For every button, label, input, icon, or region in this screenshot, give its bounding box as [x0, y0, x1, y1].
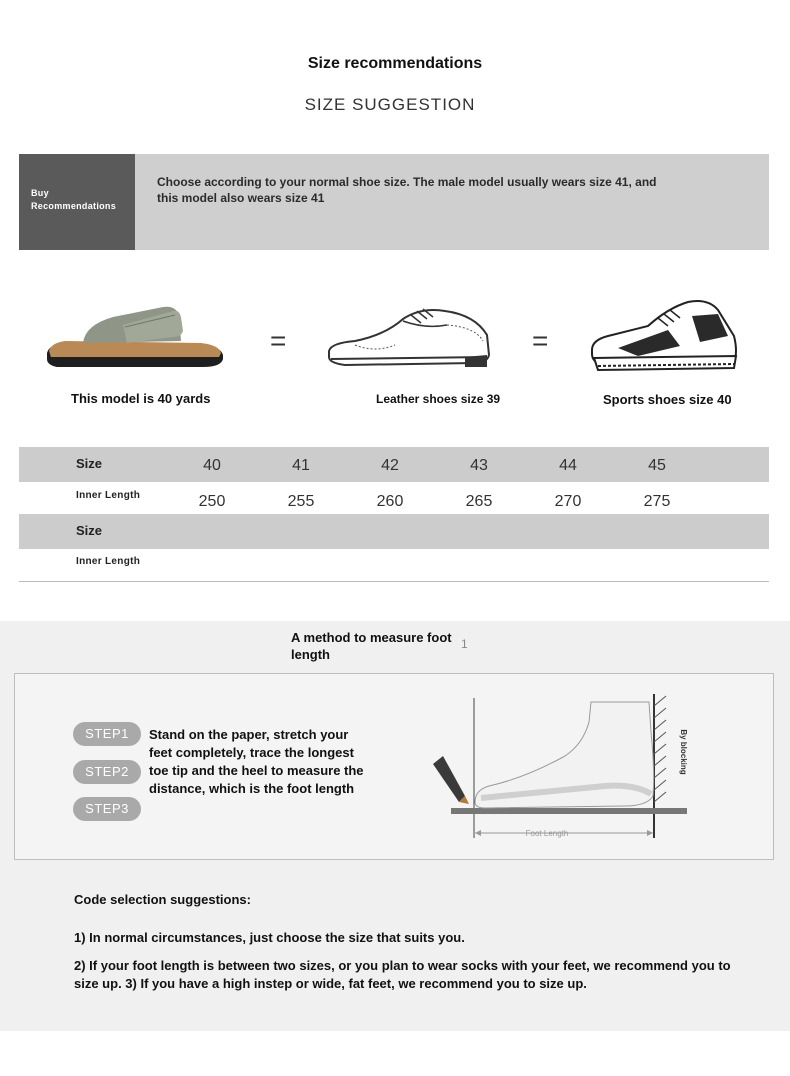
size-cell: 44: [559, 457, 577, 474]
buy-label-line2: Recommendations: [31, 201, 117, 211]
step2-pill: STEP2: [73, 760, 141, 784]
buy-label-line1: Buy: [31, 188, 49, 198]
code-selection-item-1: 1) In normal circumstances, just choose the size that suits you.: [74, 930, 465, 945]
code-selection-title: Code selection suggestions:: [74, 892, 251, 907]
step1-pill: STEP1: [73, 722, 141, 746]
inner-length-header-2: Inner Length: [76, 556, 141, 567]
length-cell: 255: [287, 493, 315, 510]
buy-recommendation-text: Choose according to your normal shoe size. The male model usually wears size 41, and this model also wears size 41: [157, 175, 657, 205]
measure-instructions: Stand on the paper, stretch your feet completely, trace the longest toe tip and the heel to measure the distance, which is the foot length: [149, 727, 364, 796]
measure-number: 1: [461, 637, 468, 651]
size-cell: 43: [470, 457, 488, 474]
sneaker-icon: [588, 296, 743, 376]
leather-shoe-icon: [325, 305, 495, 377]
sandal-icon: [43, 303, 228, 375]
foot-diagram: [425, 692, 710, 842]
code-selection-item-2: 2) If your foot length is between two sizes, or you plan to wear socks with your feet, we recommend you to size up. 3) If you have a high instep or wide, fat feet, we recommend you to size up.: [74, 958, 731, 991]
foot-length-label: Foot Length: [525, 829, 569, 838]
length-cell: 275: [643, 493, 671, 510]
size-cell: 42: [381, 457, 399, 474]
equals-sign-1: =: [270, 325, 287, 356]
length-cell: 260: [376, 493, 404, 510]
length-cell: 270: [554, 493, 582, 510]
size-row-2: [19, 514, 769, 549]
size-cell: 41: [292, 457, 310, 474]
product-label-leather: Leather shoes size 39: [376, 392, 501, 406]
length-cell: 265: [465, 493, 493, 510]
size-header: Size: [76, 456, 103, 471]
page-title: Size recommendations: [307, 55, 483, 72]
size-header-2: Size: [76, 523, 103, 538]
page-subtitle: SIZE SUGGESTION: [304, 95, 476, 114]
inner-length-header: Inner Length: [76, 490, 141, 501]
measure-title: A method to measure foot length: [291, 630, 452, 662]
size-cell: 40: [203, 457, 221, 474]
buy-recommendation-label: [31, 187, 131, 213]
product-label-sandal: This model is 40 yards: [71, 391, 211, 406]
table-bottom-divider: [19, 581, 769, 582]
step3-pill: STEP3: [73, 797, 141, 821]
size-cell: 45: [648, 457, 666, 474]
length-cell: 250: [198, 493, 226, 510]
blocking-label: By blocking: [679, 729, 688, 775]
equals-sign-2: =: [532, 325, 549, 356]
product-label-sneaker: Sports shoes size 40: [603, 392, 732, 407]
